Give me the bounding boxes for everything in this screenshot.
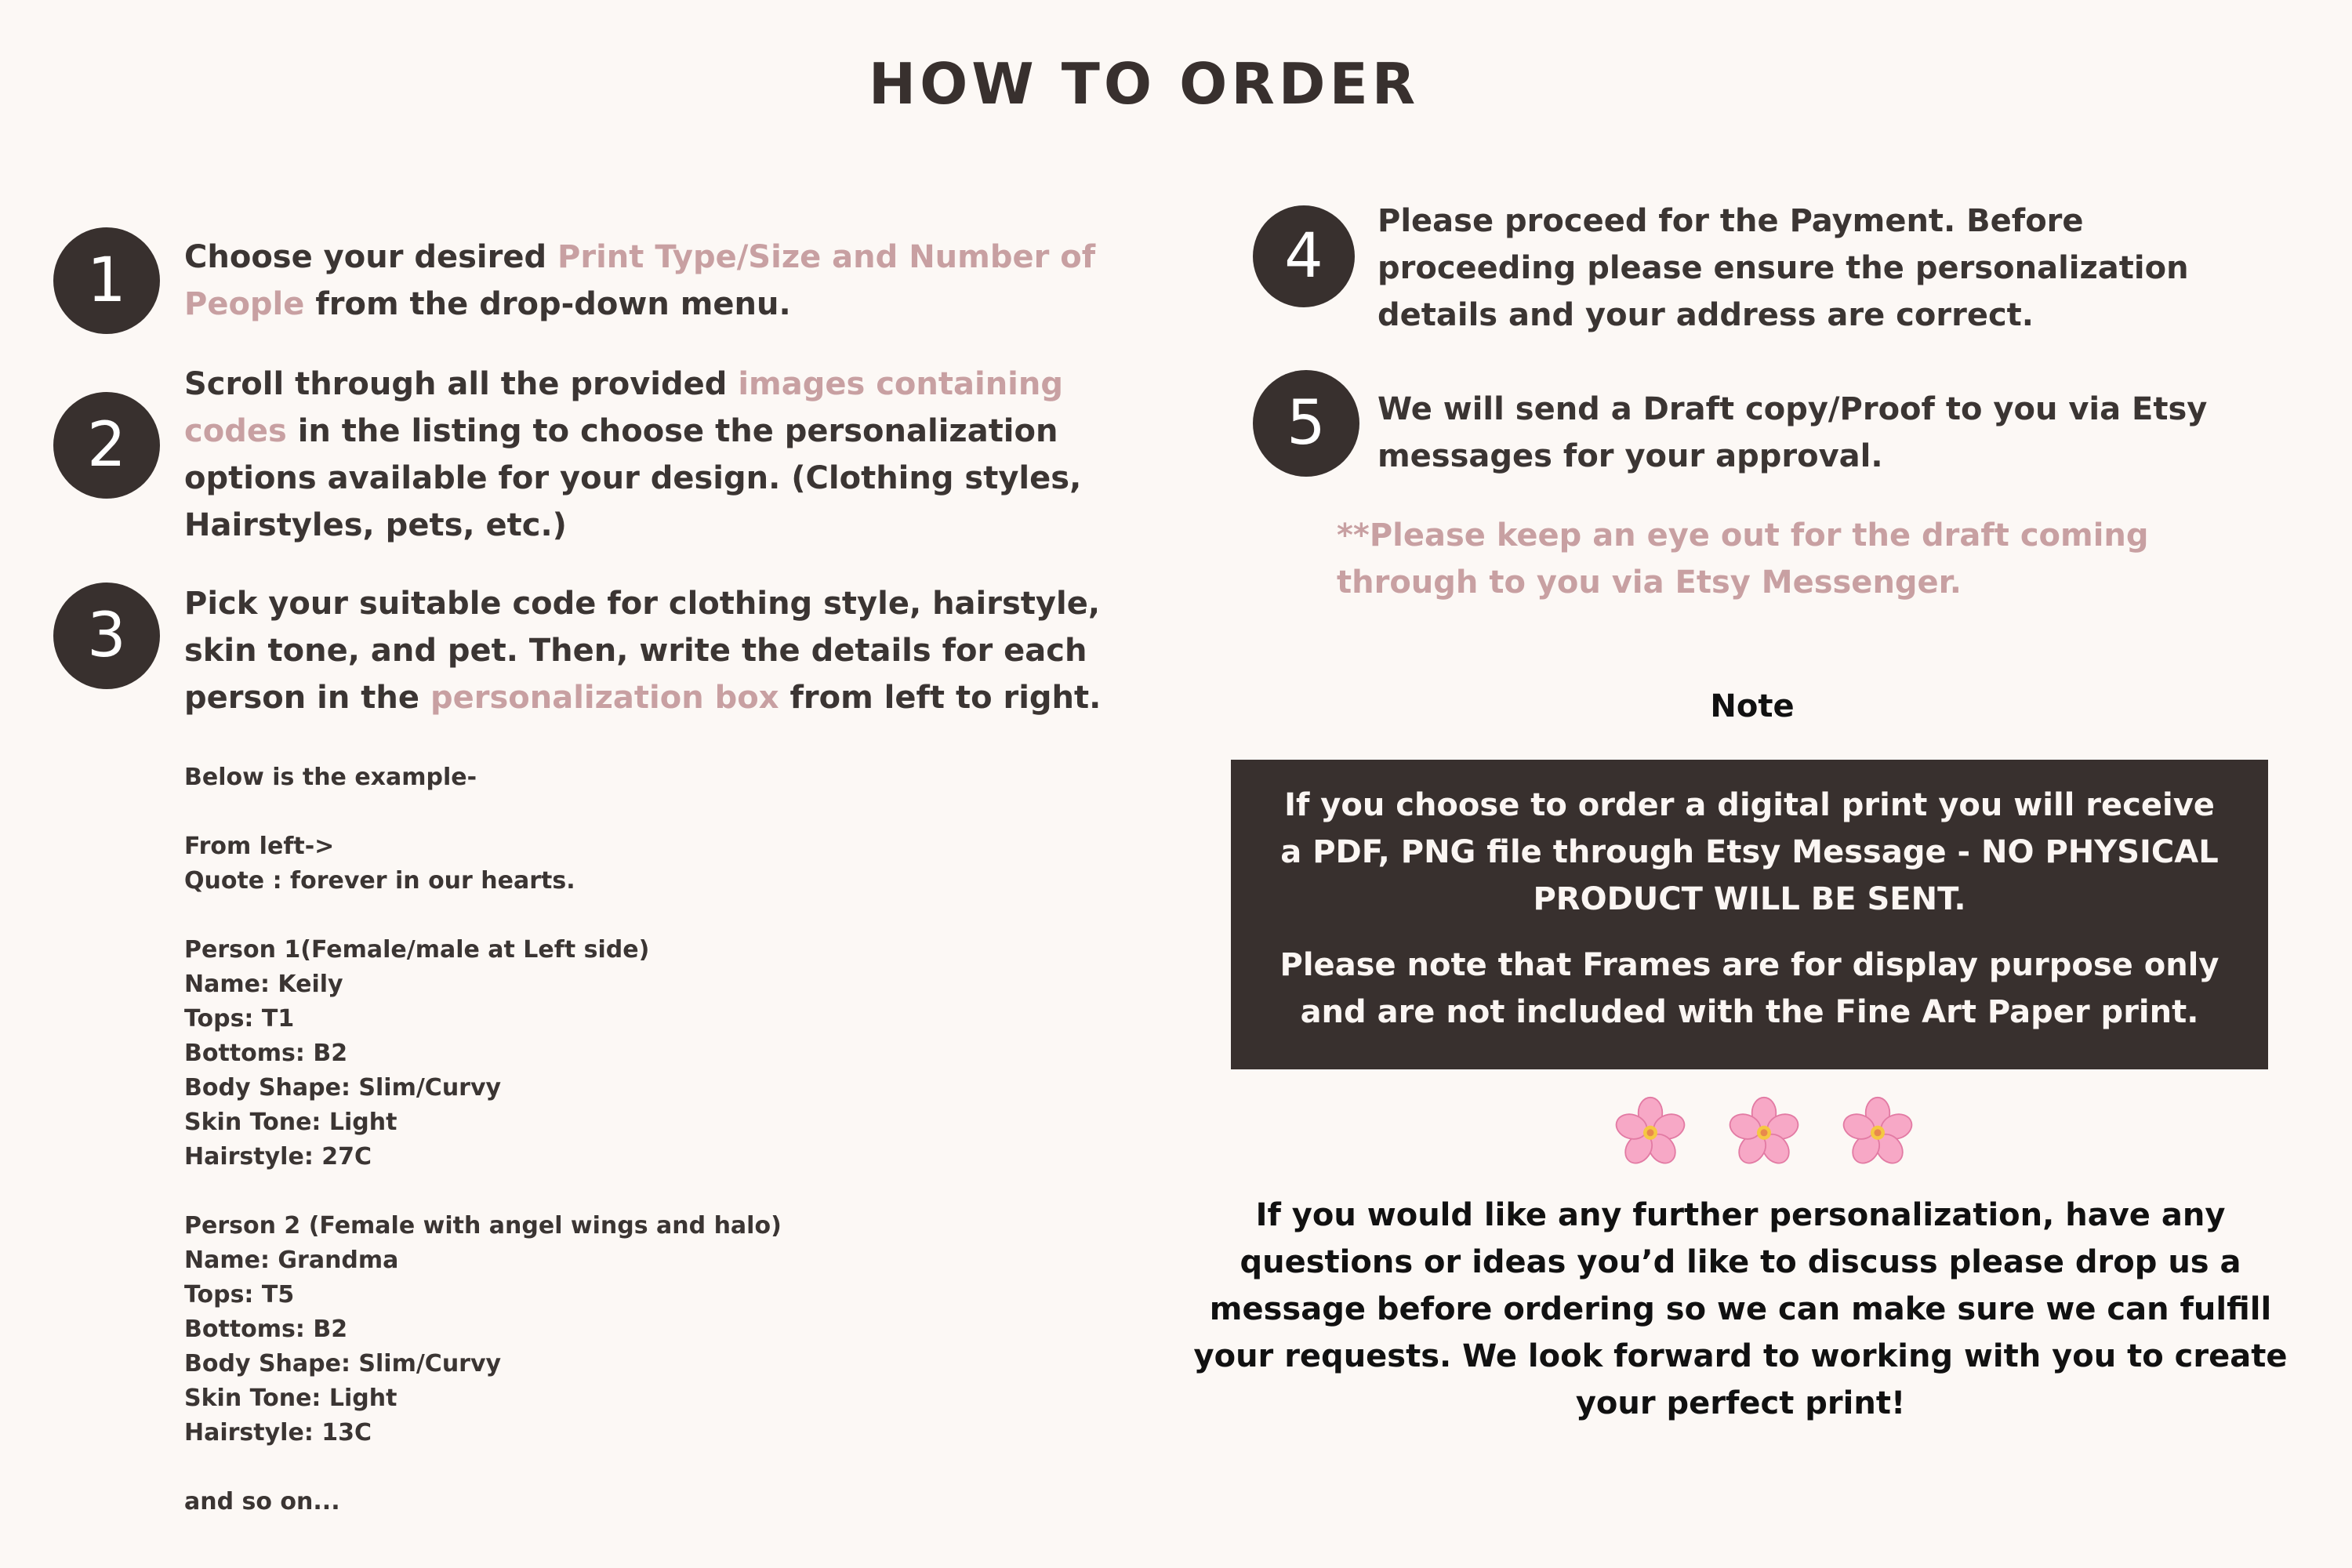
example-line: Bottoms: B2 [184,1040,348,1067]
example-line [184,1174,811,1209]
example-line: Person 2 (Female with angel wings and halo) [184,1212,782,1240]
step-2-text-b: in the listing to choose the personalization options available for your design. (Clothing styles, Hairstyles, pets, etc.) [184,413,1082,543]
step-1-text [184,234,1125,328]
personalization-example [184,760,811,1519]
step-3-text-b: from left to right. [779,680,1102,716]
step-3-text-a: Pick your suitable code for clothing style, hairstyle, skin tone, and pet. Then, write the details for each person in the [184,586,1101,716]
page-title: HOW TO ORDER [868,51,1420,117]
step-2-number-badge: 2 [53,392,160,499]
example-line [184,1450,811,1485]
closing-message: If you would like any further personalization, have any questions or ideas you’d like to discuss please drop us a message before ordering so we can make sure we can fulfill your requests. We look forward to working with you to create your perfect print! [1193,1197,2288,1421]
step-3-number-badge: 3 [53,583,160,689]
flower-decoration [1615,1096,1913,1167]
example-line: Person 1(Female/male at Left side) [184,936,650,964]
step-4-text [1377,198,2271,339]
note-box [1231,760,2268,1069]
example-line: Tops: T5 [184,1281,295,1308]
note-paragraph-digital: If you choose to order a digital print you will receive a PDF, PNG file through Etsy Message - NO PHYSICAL PRODUCT WILL BE SENT. [1280,787,2219,917]
step-1-text-a: Choose your desired [184,239,558,275]
step-1-text-b: from the drop-down menu. [304,286,791,322]
cherry-blossom-icon [1729,1096,1799,1167]
example-line: Hairstyle: 13C [184,1419,372,1446]
example-line: Tops: T1 [184,1005,295,1033]
example-line: and so on... [184,1488,340,1515]
example-line: From left-> [184,833,335,860]
note-heading: Note [1710,688,1795,724]
step-2-text-a: Scroll through all the provided [184,366,739,402]
example-line: Body Shape: Slim/Curvy [184,1350,502,1377]
cherry-blossom-icon [1615,1096,1686,1167]
step-5-body: We will send a Draft copy/Proof to you via Etsy messages for your approval. [1377,391,2208,474]
example-line: Name: Keily [184,971,343,998]
step-3-text [184,580,1125,721]
step-1-number-badge: 1 [53,227,160,334]
step-3-highlight: personalization box [430,680,779,716]
step-2-text [184,361,1125,549]
step-5-number-badge: 5 [1253,370,1359,477]
example-line: Name: Grandma [184,1247,399,1274]
example-line: Skin Tone: Light [184,1385,397,1412]
draft-reminder: **Please keep an eye out for the draft coming through to you via Etsy Messenger. [1337,517,2149,601]
example-line: Hairstyle: 27C [184,1143,372,1171]
example-line: Skin Tone: Light [184,1109,397,1136]
note-paragraph-frames: Please note that Frames are for display purpose only and are not included with the Fine Art Paper print. [1279,947,2220,1030]
step-1-highlight: Print Type/Size and Number of People [184,239,1096,322]
cherry-blossom-icon [1842,1096,1913,1167]
example-line: Bottoms: B2 [184,1316,348,1343]
step-4-number-badge: 4 [1253,205,1355,307]
example-line: Quote : forever in our hearts. [184,867,575,895]
example-line: Below is the example- [184,764,477,791]
example-line [184,898,811,933]
step-5-text [1377,386,2209,480]
step-2-highlight: images containing codes [184,366,1063,449]
step-4-body: Please proceed for the Payment. Before proceeding please ensure the personalization details and your address are correct. [1377,203,2189,333]
example-line [184,795,811,829]
example-line: Body Shape: Slim/Curvy [184,1074,502,1102]
